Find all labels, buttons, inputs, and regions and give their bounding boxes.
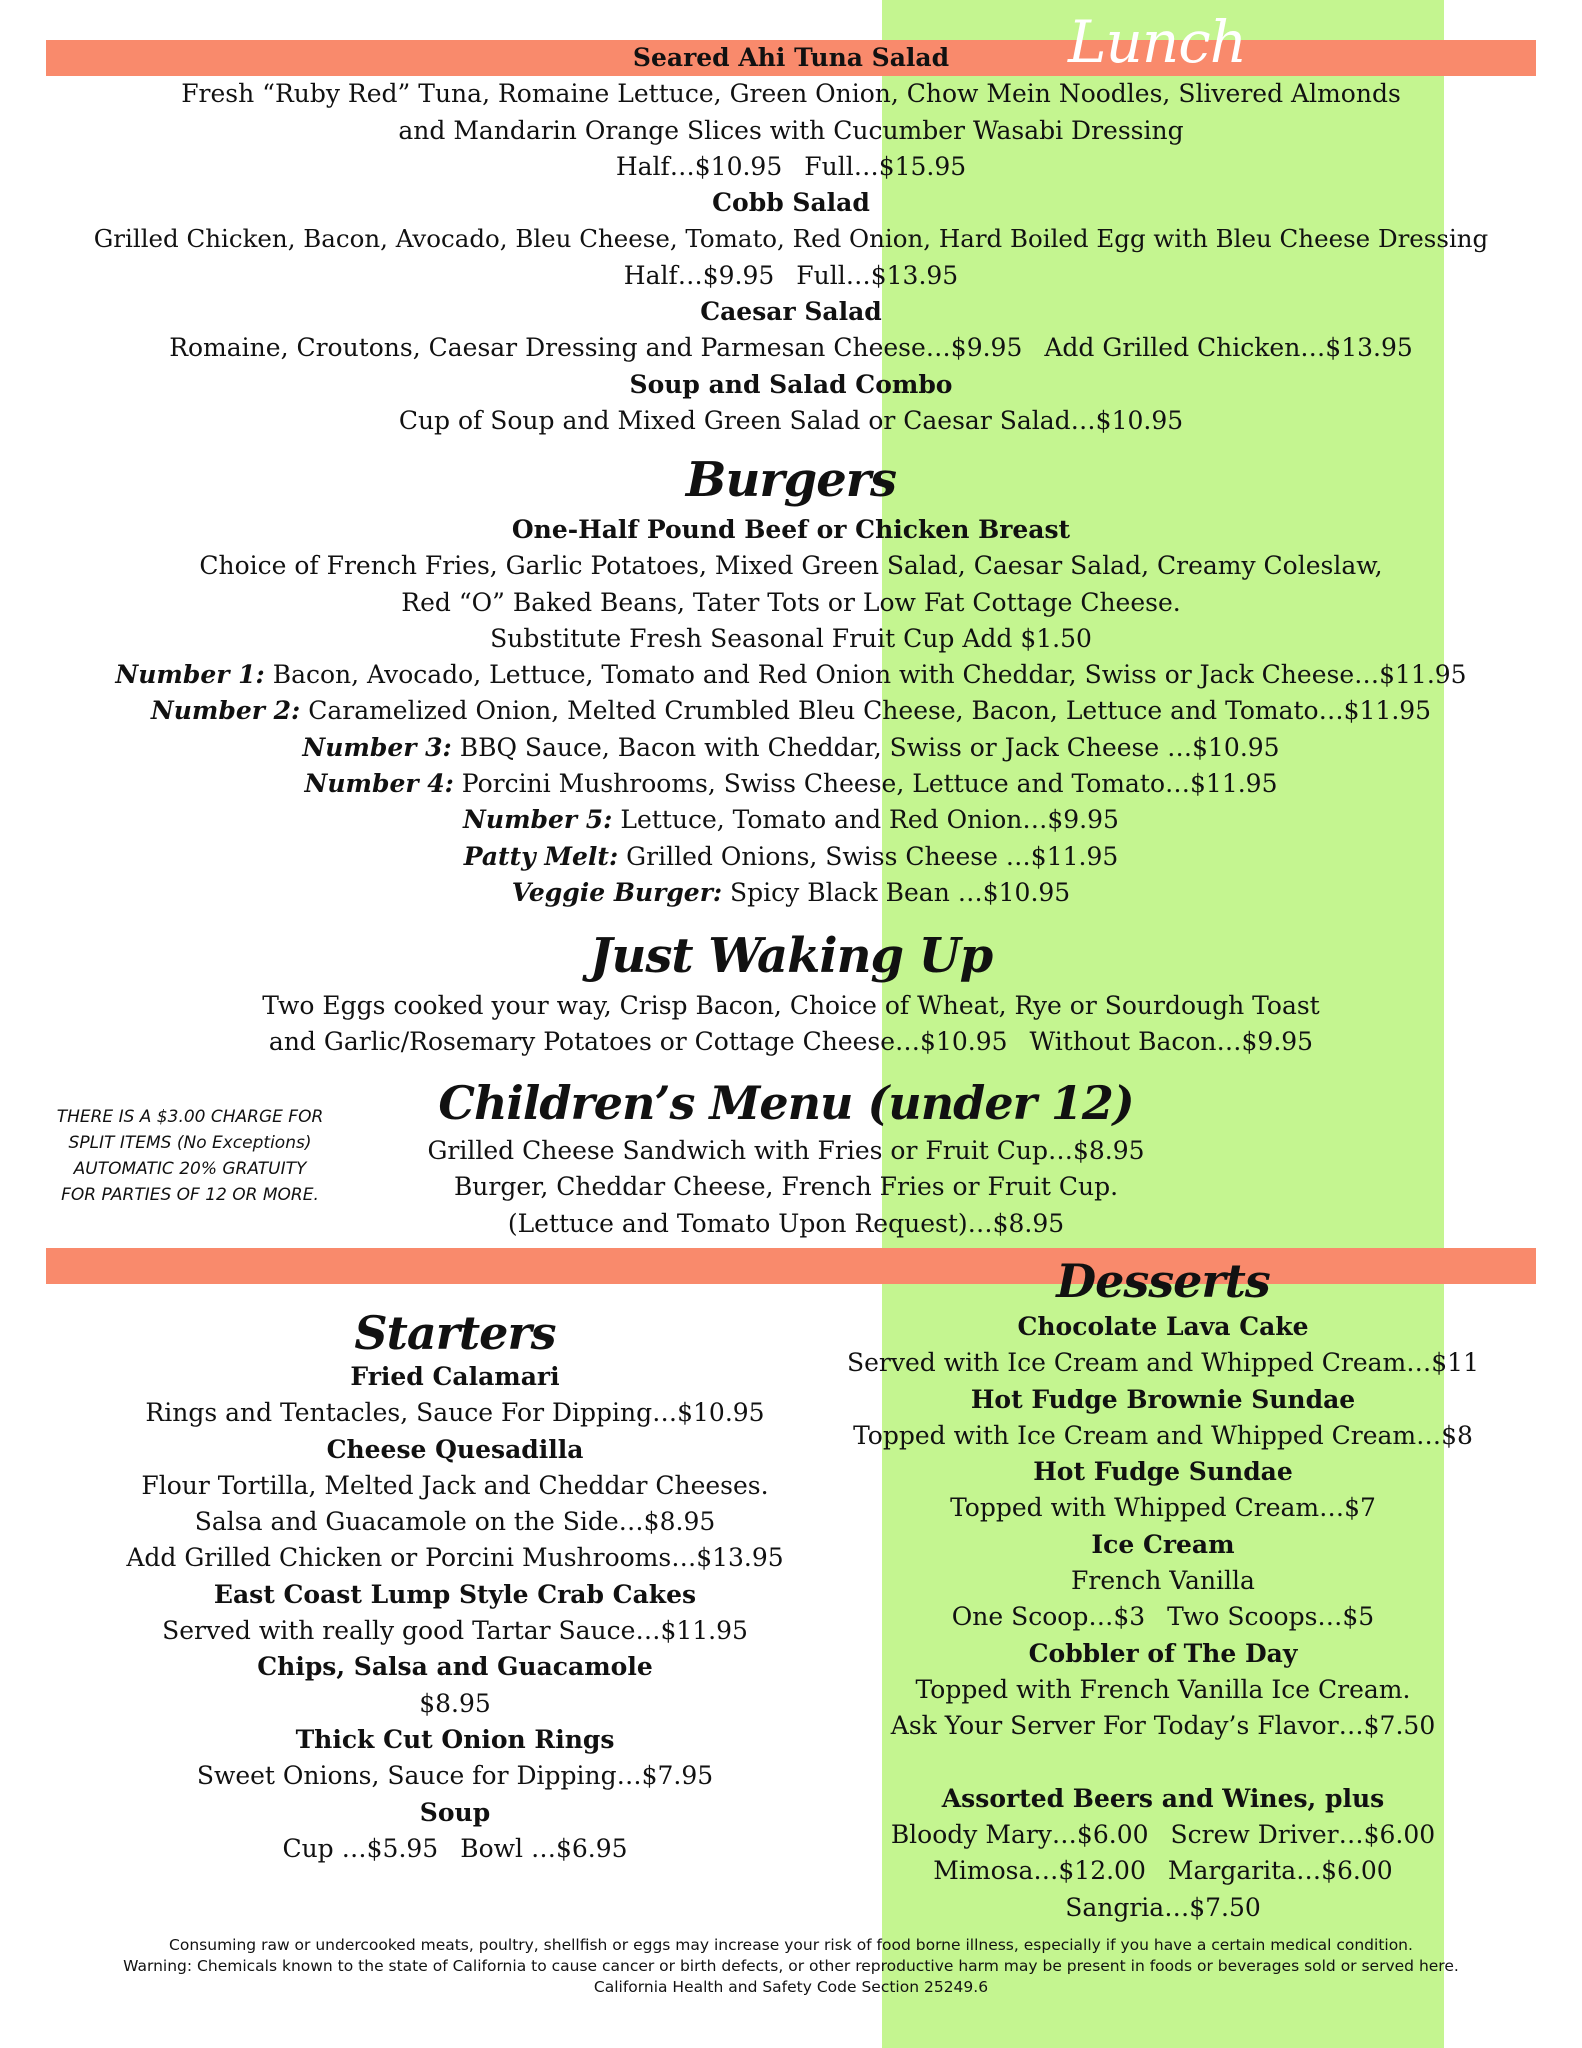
starters-section	[40, 1359, 870, 1867]
waking-price: and Garlic/Rosemary Potatoes or Cottage Cheese…$10.95	[268, 1027, 1008, 1057]
children-line: Burger, Cheddar Cheese, French Fries or Fruit Cup.	[453, 1172, 1119, 1202]
menu-item-name: Chips, Salsa and Guacamole	[257, 1652, 653, 1682]
price-one-scoop: One Scoop…$3	[951, 1602, 1146, 1632]
menu-item-desc: Add Grilled Chicken or Porcini Mushrooms…$13.95	[126, 1543, 784, 1573]
children-line: (Lettuce and Tomato Upon Request)…$8.95	[507, 1208, 1065, 1238]
menu-item-desc: $8.95	[419, 1688, 491, 1718]
menu-item-desc: Grilled Chicken, Bacon, Avocado, Bleu Cheese, Tomato, Red Onion, Hard Boiled Egg with Bleu Cheese Dressing	[93, 224, 1489, 254]
menu-item-name: Ice Cream	[1091, 1529, 1235, 1559]
menu-item-name: Cobbler of The Day	[1028, 1638, 1298, 1668]
burger-item	[0, 802, 1582, 838]
burger-label: Number 1:	[115, 660, 265, 690]
policy-line: THERE IS A $3.00 CHARGE FOR	[56, 1107, 324, 1127]
desserts-section	[832, 1309, 1494, 1926]
children-section	[410, 1133, 1162, 1242]
menu-item-desc: and Mandarin Orange Slices with Cucumber Wasabi Dressing	[398, 115, 1184, 145]
menu-item-price	[40, 1831, 870, 1867]
waking-title: Just Waking Up	[589, 928, 993, 984]
drink-price: Margarita…$6.00	[1167, 1856, 1393, 1886]
burger-desc: Lettuce, Tomato and Red Onion…$9.95	[612, 805, 1119, 835]
burger-item	[0, 657, 1582, 693]
caesar-desc: Romaine, Croutons, Caesar Dressing and Parmesan Cheese…$9.95	[169, 333, 1023, 363]
menu-item-name: Caesar Salad	[700, 297, 882, 327]
price-full: Full…$15.95	[804, 151, 967, 181]
price-half: Half…$10.95	[615, 151, 783, 181]
menu-item-desc: Sweet Onions, Sauce for Dipping…$7.95	[196, 1761, 714, 1791]
burger-label: Number 4:	[304, 769, 454, 799]
legal-footer	[0, 1935, 1582, 1998]
menu-item-price	[0, 149, 1582, 185]
lunch-title: Lunch	[1068, 8, 1247, 76]
policy-line: SPLIT ITEMS (No Exceptions)	[68, 1133, 312, 1153]
menu-item-desc: Rings and Tentacles, Sauce For Dipping…$10.95	[145, 1398, 765, 1428]
burger-label: Number 5:	[463, 805, 613, 835]
burger-item	[0, 875, 1582, 911]
burger-desc: BBQ Sauce, Bacon with Cheddar, Swiss or Jack Cheese …$10.95	[451, 732, 1280, 762]
policy-line: AUTOMATIC 20% GRATUITY	[73, 1159, 307, 1179]
menu-item-name: Hot Fudge Sundae	[1033, 1457, 1293, 1487]
menu-item-name: Seared Ahi Tuna Salad	[632, 43, 950, 72]
menu-item-desc: Topped with Whipped Cream…$7	[950, 1493, 1376, 1523]
burger-desc: Caramelized Onion, Melted Crumbled Bleu Cheese, Bacon, Lettuce and Tomato…$11.95	[300, 696, 1432, 726]
starters-title: Starters	[354, 1306, 556, 1360]
menu-item-desc: Served with Ice Cream and Whipped Cream…$11	[847, 1348, 1479, 1378]
burgers-choice: Substitute Fresh Seasonal Fruit Cup Add $1.50	[490, 623, 1092, 653]
waking-section	[0, 988, 1582, 1061]
drinks-heading: Assorted Beers and Wines, plus	[941, 1783, 1385, 1813]
price-half: Half…$9.95	[623, 260, 775, 290]
burger-label: Number 3:	[302, 732, 452, 762]
burgers-title: Burgers	[685, 452, 897, 508]
menu-item-desc: French Vanilla	[1071, 1566, 1255, 1596]
policy-line: FOR PARTIES OF 12 OR MORE.	[61, 1185, 319, 1205]
burger-item	[0, 766, 1582, 802]
menu-item-price	[0, 258, 1582, 294]
burger-item	[0, 839, 1582, 875]
waking-desc: Two Eggs cooked your way, Crisp Bacon, Choice of Wheat, Rye or Sourdough Toast	[262, 991, 1320, 1020]
drink-price: Screw Driver…$6.00	[1170, 1820, 1436, 1850]
menu-item-desc: Served with really good Tartar Sauce…$11.95	[162, 1616, 748, 1646]
drinks-row	[832, 1853, 1494, 1889]
waking-price-alt: Without Bacon…$9.95	[1029, 1027, 1314, 1057]
menu-item-desc	[0, 330, 1582, 366]
menu-item-name: East Coast Lump Style Crab Cakes	[213, 1579, 697, 1609]
menu-item-name: Fried Calamari	[350, 1362, 560, 1391]
burger-label: Patty Melt:	[463, 841, 619, 871]
menu-item-desc: Flour Tortilla, Melted Jack and Cheddar Cheeses.	[141, 1470, 769, 1500]
children-line: Grilled Cheese Sandwich with Fries or Fruit Cup…$8.95	[427, 1136, 1145, 1165]
drinks-row	[832, 1817, 1494, 1853]
menu-item-name: Hot Fudge Brownie Sundae	[970, 1384, 1356, 1414]
waking-desc	[0, 1024, 1582, 1060]
burgers-section	[0, 512, 1582, 911]
footer-line: Consuming raw or undercooked meats, poultry, shellfish or eggs may increase your risk of food borne illness, especially if you have a certain medical condition.	[169, 1936, 1413, 1954]
burger-desc: Grilled Onions, Swiss Cheese …$11.95	[618, 841, 1119, 871]
burger-desc: Spicy Black Bean …$10.95	[722, 877, 1071, 907]
burger-item	[0, 730, 1582, 766]
price-bowl: Bowl …$6.95	[460, 1833, 628, 1863]
menu-item-name: Thick Cut Onion Rings	[295, 1724, 615, 1754]
burgers-choice: Red “O” Baked Beans, Tater Tots or Low Fat Cottage Cheese.	[401, 587, 1181, 617]
price-full: Full…$13.95	[796, 260, 959, 290]
burgers-choice: Choice of French Fries, Garlic Potatoes, Mixed Green Salad, Caesar Salad, Creamy Coleslaw,	[199, 551, 1383, 581]
menu-item-desc: Cup of Soup and Mixed Green Salad or Caesar Salad…$10.95	[398, 405, 1184, 435]
price-cup: Cup …$5.95	[282, 1833, 439, 1863]
menu-item-name: Soup	[419, 1797, 491, 1827]
children-title: Children’s Menu (under 12)	[438, 1076, 1134, 1130]
menu-item-name: Cobb Salad	[712, 188, 870, 218]
menu-item-name: Cheese Quesadilla	[326, 1434, 584, 1464]
menu-item-desc: Topped with Ice Cream and Whipped Cream…$8	[853, 1420, 1473, 1450]
menu-item-desc: Ask Your Server For Today’s Flavor…$7.50	[890, 1711, 1436, 1741]
footer-line: Warning: Chemicals known to the state of California to cause cancer or birth defects, or other reproductive harm may be present in foods or beverages sold or served here.	[123, 1957, 1459, 1975]
desserts-title: Desserts	[1056, 1254, 1270, 1308]
drink-price: Bloody Mary…$6.00	[890, 1820, 1149, 1850]
caesar-add: Add Grilled Chicken…$13.95	[1044, 333, 1413, 363]
drink-price: Sangria…$7.50	[1065, 1892, 1261, 1922]
burger-desc: Porcini Mushrooms, Swiss Cheese, Lettuce and Tomato…$11.95	[453, 769, 1278, 799]
menu-item-name: Chocolate Lava Cake	[1017, 1312, 1309, 1341]
menu-item-price	[832, 1599, 1494, 1635]
footer-line: California Health and Safety Code Section 25249.6	[593, 1978, 989, 1996]
policy-note	[40, 1104, 340, 1208]
drink-price: Mimosa…$12.00	[933, 1856, 1146, 1886]
menu-item-desc: Topped with French Vanilla Ice Cream.	[915, 1674, 1411, 1704]
burger-label: Number 2:	[150, 696, 301, 726]
lunch-section	[0, 40, 1582, 439]
menu-item-desc: Fresh “Ruby Red” Tuna, Romaine Lettuce, Green Onion, Chow Mein Noodles, Slivered Almonds	[181, 79, 1401, 109]
price-two-scoops: Two Scoops…$5	[1167, 1602, 1375, 1632]
menu-item-name: Soup and Salad Combo	[629, 369, 953, 399]
burger-label: Veggie Burger:	[511, 877, 723, 907]
burger-item	[0, 693, 1582, 729]
menu-item-desc: Salsa and Guacamole on the Side…$8.95	[194, 1507, 716, 1537]
burger-desc: Bacon, Avocado, Lettuce, Tomato and Red Onion with Cheddar, Swiss or Jack Cheese…$11.95	[264, 660, 1467, 690]
burgers-heading: One-Half Pound Beef or Chicken Breast	[511, 515, 1071, 544]
